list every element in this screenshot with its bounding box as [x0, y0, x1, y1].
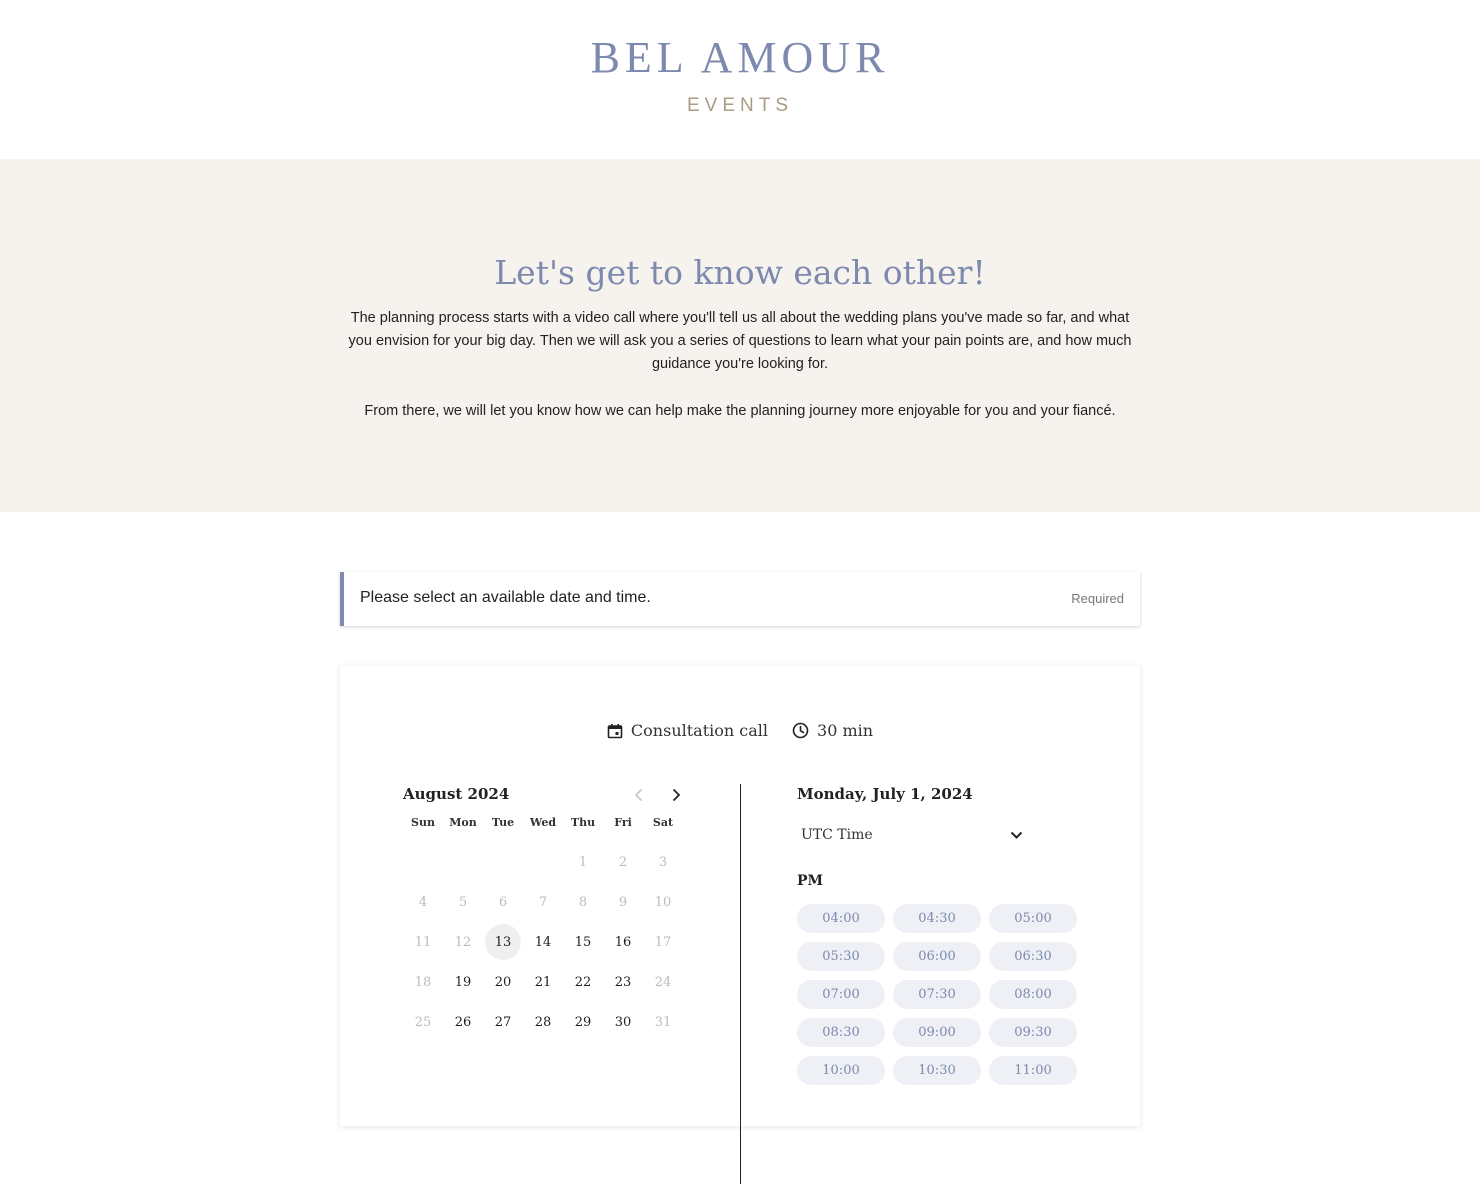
calendar-day[interactable]: [563, 922, 603, 962]
calendar-day-number: 3: [658, 854, 668, 870]
weekday-label: Sun: [411, 816, 435, 829]
calendar-blank: [483, 842, 523, 882]
calendar-day: [643, 1002, 683, 1042]
time-slot-button[interactable]: 11:00: [989, 1056, 1077, 1085]
calendar-day[interactable]: [443, 962, 483, 1002]
time-slot-button[interactable]: 10:30: [893, 1056, 981, 1085]
chevron-right-icon: [671, 788, 681, 802]
next-month-button[interactable]: [665, 784, 687, 806]
calendar-day: [523, 882, 563, 922]
calendar-day[interactable]: [603, 1002, 643, 1042]
service-info: [607, 721, 768, 740]
calendar-day: [563, 882, 603, 922]
weekday-label: Wed: [529, 816, 557, 829]
calendar-icon: [607, 723, 623, 739]
duration-text: 30 min: [817, 721, 874, 740]
calendar-grid: [403, 842, 683, 1042]
chevron-down-icon: [1010, 831, 1023, 840]
booking-card: [340, 666, 1140, 1126]
chevron-left-icon: [634, 788, 644, 802]
calendar-day[interactable]: [523, 1002, 563, 1042]
period-label: PM: [797, 873, 824, 889]
calendar-day-number: 6: [498, 894, 508, 910]
time-slot-button[interactable]: 07:30: [893, 980, 981, 1009]
service-meta: [340, 721, 1140, 740]
calendar-day-number: 31: [654, 1014, 672, 1030]
calendar-day: [403, 882, 443, 922]
weekday-label: Mon: [449, 816, 477, 829]
logo-subtitle: EVENTS: [686, 95, 794, 116]
calendar-day-number: 16: [614, 934, 632, 950]
time-slot-button[interactable]: 08:30: [797, 1018, 885, 1047]
intro-paragraph-secondary: From there, we will let you know how we can help make the planning journey more enjoyable for you and your fiancé.: [364, 403, 1116, 419]
time-slot-button[interactable]: 09:00: [893, 1018, 981, 1047]
time-slot-button[interactable]: 04:30: [893, 904, 981, 933]
calendar-day-number: 17: [654, 934, 672, 950]
calendar-day-number: 24: [654, 974, 672, 990]
page-title: Let's get to know each other!: [494, 253, 986, 292]
calendar-day[interactable]: [483, 962, 523, 1002]
calendar-day-number: 12: [454, 934, 472, 950]
time-slot-button[interactable]: 09:30: [989, 1018, 1077, 1047]
calendar-day-number: 21: [534, 974, 552, 990]
calendar-day-number: 5: [458, 894, 468, 910]
calendar-day: [443, 922, 483, 962]
calendar-day-number: 10: [654, 894, 672, 910]
calendar-day: [403, 922, 443, 962]
calendar-day[interactable]: [603, 922, 643, 962]
calendar-day-number: 29: [574, 1014, 592, 1030]
weekday-label: Thu: [570, 816, 596, 829]
calendar-day-number: 28: [534, 1014, 552, 1030]
selected-date-label: Monday, July 1, 2024: [797, 785, 973, 803]
time-slot-button[interactable]: 08:00: [989, 980, 1077, 1009]
service-name: Consultation call: [630, 721, 769, 740]
calendar-blank: [403, 842, 443, 882]
required-label: Required: [1071, 591, 1124, 606]
calendar-day: [403, 1002, 443, 1042]
time-slot-button[interactable]: 05:30: [797, 942, 885, 971]
clock-icon: [792, 722, 809, 739]
calendar-day-number: 8: [578, 894, 588, 910]
time-slot-button[interactable]: 10:00: [797, 1056, 885, 1085]
timezone-select[interactable]: [797, 821, 1027, 849]
calendar-day: [643, 962, 683, 1002]
calendar-day-number: 4: [418, 894, 428, 910]
calendar-day: [403, 962, 443, 1002]
panel-divider: [740, 784, 741, 1184]
time-slot-button[interactable]: 07:00: [797, 980, 885, 1009]
calendar-day: [443, 882, 483, 922]
calendar-day-number: 19: [454, 974, 472, 990]
calendar-month-label: August 2024: [403, 785, 510, 803]
calendar-day-number: 20: [494, 974, 512, 990]
calendar-day: [603, 842, 643, 882]
calendar-day-number: 18: [414, 974, 432, 990]
weekday-label: Sat: [652, 816, 674, 829]
calendar-day[interactable]: [443, 1002, 483, 1042]
logo-title[interactable]: BEL AMOUR: [590, 33, 890, 82]
calendar-day-number: 27: [494, 1014, 512, 1030]
calendar-day-number: 25: [414, 1014, 432, 1030]
calendar-day[interactable]: [523, 962, 563, 1002]
time-slot-button[interactable]: 05:00: [989, 904, 1077, 933]
calendar-day: [643, 842, 683, 882]
time-slot-button[interactable]: 04:00: [797, 904, 885, 933]
calendar-day-number: 15: [574, 934, 592, 950]
calendar-day-number: 13: [485, 924, 521, 960]
intro-paragraph: The planning process starts with a video call where you'll tell us all about the wedding plans you've made so far, and what you envision for your big day. Then we will ask you a series of questions to learn what your pain points are, and how much guidance you're looking for.: [348, 310, 1132, 372]
notice-text: Please select an available date and time.: [360, 589, 651, 606]
calendar-day-number: 1: [578, 854, 588, 870]
calendar-day-number: 7: [538, 894, 548, 910]
calendar-day[interactable]: [523, 922, 563, 962]
duration-info: [792, 721, 873, 740]
calendar-day: [643, 882, 683, 922]
calendar-day-number: 2: [618, 854, 628, 870]
calendar-day-number: 11: [414, 934, 432, 950]
calendar-day: [643, 922, 683, 962]
timezone-value: UTC Time: [801, 827, 873, 843]
calendar-blank: [443, 842, 483, 882]
weekday-label: Tue: [491, 816, 515, 829]
weekday-label: Fri: [614, 816, 632, 829]
required-notice: [340, 572, 1140, 626]
calendar-day[interactable]: [563, 962, 603, 1002]
intro-section: [0, 159, 1480, 512]
weekday-header: [403, 816, 683, 829]
calendar-day[interactable]: [483, 922, 523, 962]
calendar-day-number: 22: [574, 974, 592, 990]
calendar-day-number: 23: [614, 974, 632, 990]
calendar-day-number: 26: [454, 1014, 472, 1030]
time-slot-button[interactable]: 06:30: [989, 942, 1077, 971]
calendar-day[interactable]: [483, 1002, 523, 1042]
prev-month-button[interactable]: [628, 784, 650, 806]
site-header: [0, 0, 1480, 159]
calendar-day[interactable]: [563, 1002, 603, 1042]
calendar-day[interactable]: [603, 962, 643, 1002]
calendar-day-number: 9: [618, 894, 628, 910]
calendar-day-number: 30: [614, 1014, 632, 1030]
calendar-blank: [523, 842, 563, 882]
calendar-day-number: 14: [534, 934, 552, 950]
calendar-day: [603, 882, 643, 922]
calendar-day: [483, 882, 523, 922]
calendar-day: [563, 842, 603, 882]
time-slot-list: [797, 904, 1077, 1085]
time-slot-button[interactable]: 06:00: [893, 942, 981, 971]
